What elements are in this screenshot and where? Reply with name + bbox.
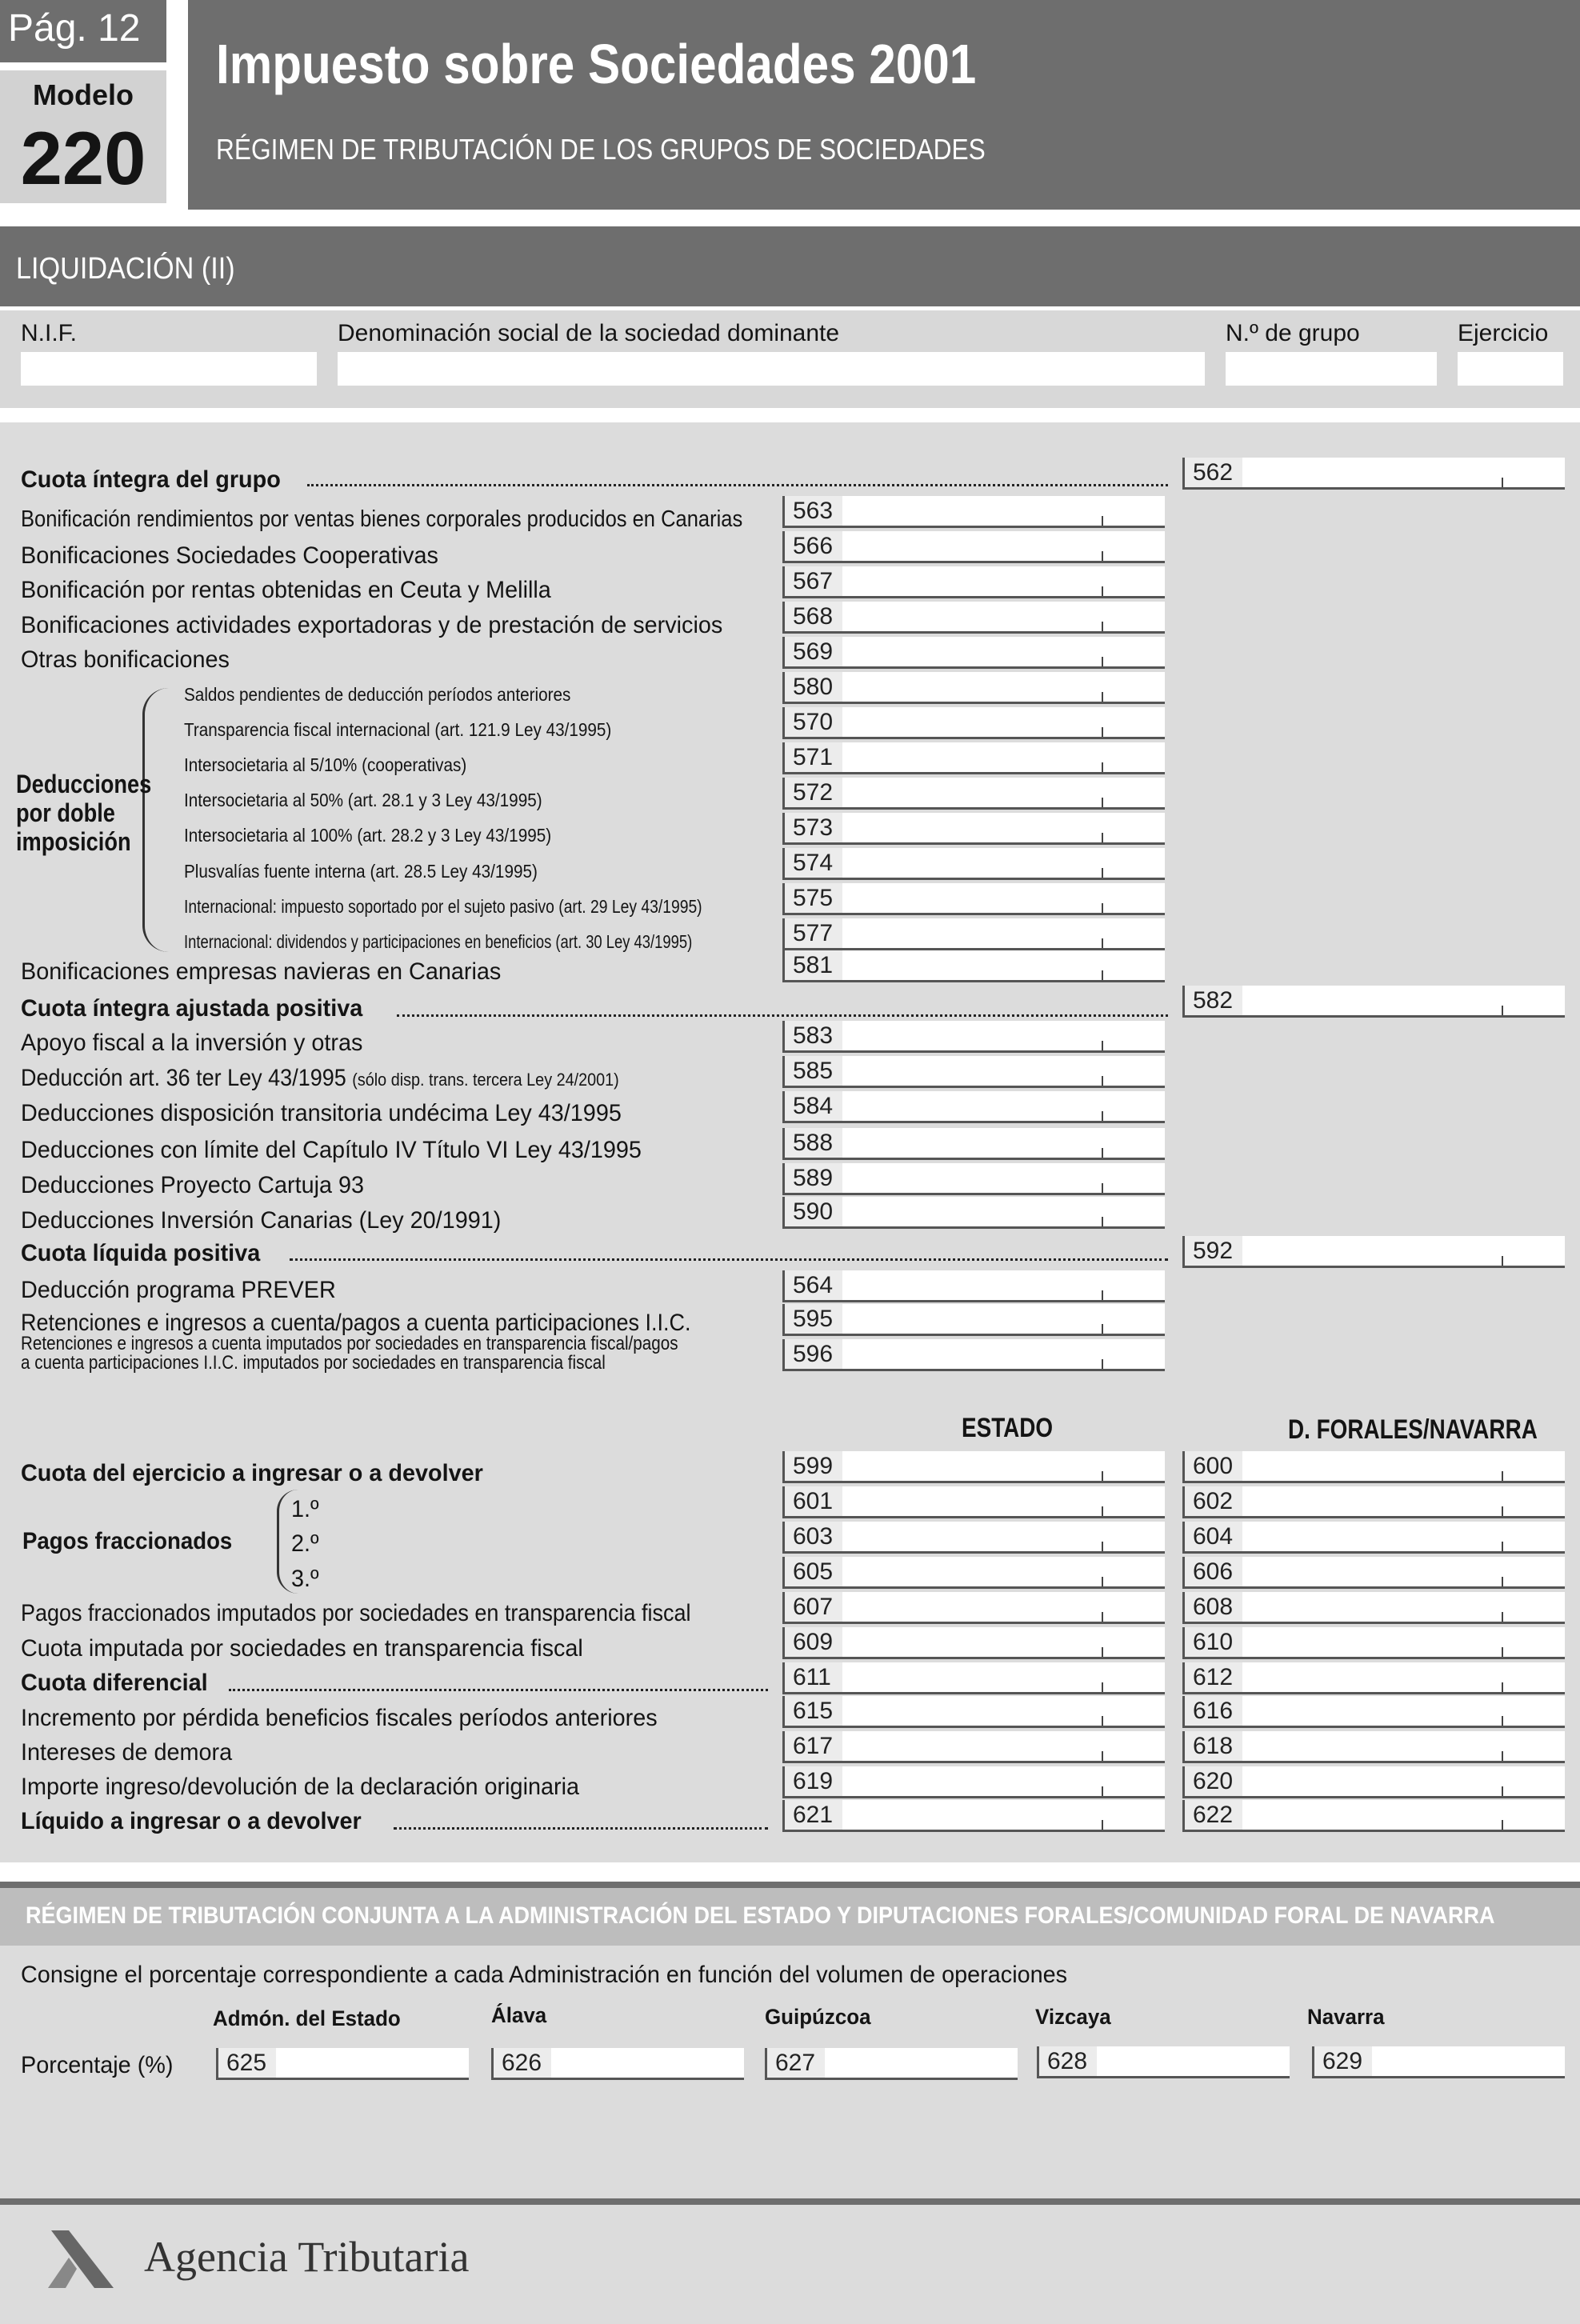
box-code: 564 [785,1270,842,1300]
decimal-tick [1502,1256,1503,1266]
line-589-label: Deducciones Proyecto Cartuja 93 [21,1172,365,1198]
decimal-tick [1502,1542,1503,1551]
line-585-note: (sólo disp. trans. tercera Ley 24/2001) [352,1070,619,1090]
decimal-tick [1102,1647,1103,1657]
box-code: 599 [785,1451,842,1481]
form-subtitle: RÉGIMEN DE TRIBUTACIÓN DE LOS GRUPOS DE SOCIEDADES [216,133,986,166]
leader-dots [394,1827,768,1830]
field-564[interactable] [782,1270,1165,1302]
field-575[interactable] [782,883,1165,915]
box-code: 609 [785,1627,842,1657]
decimal-tick [1102,1471,1103,1481]
row-6-label: Cuota imputada por sociedades en transparencia fiscal [21,1635,583,1662]
grupo-label: N.º de grupo [1226,320,1360,346]
field-605[interactable] [782,1557,1165,1589]
field-625[interactable] [216,2048,469,2080]
field-583[interactable] [782,1021,1165,1053]
agency-logo-icon [45,2230,117,2294]
box-code: 582 [1185,986,1242,1015]
field-617[interactable] [782,1731,1165,1763]
field-577[interactable] [782,918,1165,950]
field-599[interactable] [782,1451,1165,1483]
ejercicio-label: Ejercicio [1458,320,1549,346]
decimal-tick [1102,1820,1103,1830]
box-code: 606 [1185,1557,1242,1586]
line-567-label: Bonificación por rentas obtenidas en Ceuta y Melilla [21,577,551,603]
decimal-tick [1102,622,1103,631]
page-number: Pág. 12 [8,7,141,50]
field-621[interactable] [782,1800,1165,1832]
decimal-tick [1102,657,1103,666]
decimal-tick [1102,1076,1103,1086]
admin-navarra-label: Navarra [1307,2005,1385,2029]
decimal-tick [1502,1006,1503,1015]
box-code: 602 [1185,1486,1242,1516]
decimal-tick [1102,1041,1103,1050]
field-584[interactable] [782,1091,1165,1123]
box-code: 601 [785,1486,842,1516]
decimal-tick [1102,1217,1103,1226]
decimal-tick [1102,1612,1103,1622]
box-code: 629 [1314,2046,1372,2076]
decimal-tick [1502,1716,1503,1726]
row-8-label: Incremento por pérdida beneficios fiscales períodos anteriores [21,1705,658,1731]
modelo-label: Modelo [33,78,134,111]
box-code: 575 [785,883,842,913]
box-code: 607 [785,1592,842,1622]
box-code: 592 [1185,1236,1242,1266]
field-627[interactable] [765,2048,1018,2080]
line-585-label [21,1065,619,1094]
decimal-tick [1102,727,1103,737]
line-571-label: Intersocietaria al 5/10% (cooperativas) [184,754,467,775]
field-603[interactable] [782,1522,1165,1554]
box-code: 622 [1185,1800,1242,1830]
grupo-field[interactable] [1226,352,1437,386]
field-595[interactable] [782,1304,1165,1336]
decimal-tick [1102,1148,1103,1158]
decimal-tick [1102,586,1103,596]
line-584-label: Deducciones disposición transitoria undécima Ley 43/1995 [21,1100,622,1126]
row-7-label: Cuota diferencial [21,1670,208,1696]
line-581-label: Bonificaciones empresas navieras en Canarias [21,958,502,985]
line-596-label-2: a cuenta participaciones I.I.C. imputados por sociedades en transparencia fiscal [21,1352,606,1374]
decimal-tick [1502,1751,1503,1761]
row-1-label: Cuota del ejercicio a ingresar o a devolver [21,1460,483,1486]
field-571[interactable] [782,742,1165,774]
box-code: 595 [785,1304,842,1334]
box-code: 616 [1185,1696,1242,1726]
box-code: 580 [785,672,842,702]
field-585[interactable] [782,1056,1165,1088]
field-572[interactable] [782,778,1165,810]
box-code: 604 [1185,1522,1242,1551]
decimal-tick [1102,1542,1103,1551]
box-code: 600 [1185,1451,1242,1481]
decimal-tick [1102,1359,1103,1369]
box-code: 583 [785,1021,842,1050]
field-589[interactable] [782,1163,1165,1195]
regime-title: RÉGIMEN DE TRIBUTACIÓN CONJUNTA A LA ADMINISTRACIÓN DEL ESTADO Y DIPUTACIONES FORALES/COMUNIDAD FORAL DE NAVARRA [26,1902,1495,1929]
field-618[interactable] [1182,1731,1565,1763]
box-code: 566 [785,531,842,561]
field-570[interactable] [782,707,1165,739]
divider [0,2198,1580,2205]
divider [0,1882,1580,1888]
decimal-tick [1502,1471,1503,1481]
line-574-label: Plusvalías fuente interna (art. 28.5 Ley 43/1995) [184,861,538,882]
row-10-label: Importe ingreso/devolución de la declaración originaria [21,1774,580,1800]
box-code: 620 [1185,1766,1242,1796]
line-577-label: Internacional: dividendos y participaciones en beneficios (art. 30 Ley 43/1995) [184,931,693,952]
decimal-tick [1102,1577,1103,1586]
line-563-label: Bonificación rendimientos por ventas bienes corporales producidos en Canarias [21,506,743,532]
field-607[interactable] [782,1592,1165,1624]
box-code: 569 [785,637,842,666]
box-code: 570 [785,707,842,737]
box-code: 596 [785,1339,842,1369]
field-562[interactable] [1182,458,1565,490]
box-code: 608 [1185,1592,1242,1622]
box-code: 562 [1185,458,1242,487]
box-code: 617 [785,1731,842,1761]
field-619[interactable] [782,1766,1165,1798]
field-590[interactable] [782,1197,1165,1229]
decimal-tick [1102,1506,1103,1516]
field-604[interactable] [1182,1522,1565,1554]
line-575-label: Internacional: impuesto soportado por el sujeto pasivo (art. 29 Ley 43/1995) [184,896,702,917]
field-581[interactable] [782,950,1165,982]
box-code: 618 [1185,1731,1242,1761]
box-code: 585 [785,1056,842,1086]
leader-dots [229,1689,768,1691]
line-572-label: Intersocietaria al 50% (art. 28.1 y 3 Ley 43/1995) [184,790,542,810]
line-568-label: Bonificaciones actividades exportadoras y de prestación de servicios [21,612,723,638]
line-583-label: Apoyo fiscal a la inversión y otras [21,1030,363,1056]
line-562-label: Cuota íntegra del grupo [21,466,281,493]
line-570-label: Transparencia fiscal internacional (art. 121.9 Ley 43/1995) [184,719,612,740]
row-4-label: 3.º [291,1566,319,1592]
box-code: 563 [785,496,842,526]
field-628[interactable] [1037,2046,1290,2078]
box-code: 571 [785,742,842,772]
line-580-label: Saldos pendientes de deducción períodos anteriores [184,684,571,705]
denominacion-field[interactable] [338,352,1205,386]
admin-guipuzcoa-label: Guipúzcoa [765,2005,871,2029]
row-5-label: Pagos fraccionados imputados por sociedades en transparencia fiscal [21,1600,691,1626]
field-588[interactable] [782,1128,1165,1160]
decimal-tick [1102,903,1103,913]
box-code: 567 [785,566,842,596]
decimal-tick [1102,1183,1103,1193]
box-code: 615 [785,1696,842,1726]
field-596[interactable] [782,1339,1165,1371]
box-code: 625 [218,2048,276,2078]
deducciones-title-3: imposición [16,827,131,856]
line-588-label: Deducciones con límite del Capítulo IV Título VI Ley 43/1995 [21,1137,642,1163]
regime-instruction: Consigne el porcentaje correspondiente a cada Administración en función del volumen de operaciones [21,1962,1068,1988]
pagos-fraccionados-label: Pagos fraccionados [22,1528,233,1554]
box-code: 610 [1185,1627,1242,1657]
row-11-label: Líquido a ingresar o a devolver [21,1808,362,1834]
decimal-tick [1102,1324,1103,1334]
column-estado: ESTADO [962,1413,1054,1443]
box-code: 572 [785,778,842,807]
leader-dots [290,1258,1168,1261]
box-code: 628 [1039,2046,1097,2076]
box-code: 584 [785,1091,842,1121]
line-585-text: Deducción art. 36 ter Ley 43/1995 [21,1065,346,1091]
field-574[interactable] [782,848,1165,880]
field-582[interactable] [1182,986,1565,1018]
decimal-tick [1102,692,1103,702]
box-code: 589 [785,1163,842,1193]
porcentaje-label: Porcentaje (%) [21,2052,174,2078]
form-title: Impuesto sobre Sociedades 2001 [216,33,977,95]
field-626[interactable] [491,2048,744,2080]
field-566[interactable] [782,531,1165,563]
decimal-tick [1502,1786,1503,1796]
box-code: 619 [785,1766,842,1796]
decimal-tick [1102,1716,1103,1726]
box-code: 603 [785,1522,842,1551]
denominacion-label: Denominación social de la sociedad dominante [338,320,840,346]
field-567[interactable] [782,566,1165,598]
line-582-label: Cuota íntegra ajustada positiva [21,995,363,1022]
box-code: 612 [1185,1662,1242,1692]
box-code: 621 [785,1800,842,1830]
field-601[interactable] [782,1486,1165,1518]
decimal-tick [1502,478,1503,487]
box-code: 605 [785,1557,842,1586]
line-573-label: Intersocietaria al 100% (art. 28.2 y 3 Ley 43/1995) [184,825,552,846]
decimal-tick [1102,1751,1103,1761]
decimal-tick [1102,762,1103,772]
modelo-number: 220 [20,116,146,200]
row-9-label: Intereses de demora [21,1739,233,1766]
decimal-tick [1102,833,1103,842]
field-615[interactable] [782,1696,1165,1728]
decimal-tick [1102,798,1103,807]
box-code: 626 [494,2048,551,2078]
box-code: 577 [785,918,842,948]
decimal-tick [1102,1786,1103,1796]
decimal-tick [1102,970,1103,980]
brace [142,688,169,952]
decimal-tick [1502,1577,1503,1586]
decimal-tick [1502,1820,1503,1830]
field-616[interactable] [1182,1696,1565,1728]
admin-vizcaya-label: Vizcaya [1035,2005,1111,2029]
line-569-label: Otras bonificaciones [21,646,230,673]
decimal-tick [1102,1682,1103,1692]
field-600[interactable] [1182,1451,1565,1483]
box-code: 590 [785,1197,842,1226]
line-595-label: Retenciones e ingresos a cuenta/pagos a cuenta participaciones I.I.C. [21,1310,691,1336]
section-title: LIQUIDACIÓN (II) [16,252,235,286]
decimal-tick [1502,1682,1503,1692]
decimal-tick [1102,516,1103,526]
line-592-label: Cuota líquida positiva [21,1240,261,1266]
deducciones-title-1: Deducciones [16,770,152,798]
deducciones-title-2: por doble [16,798,115,827]
box-code: 568 [785,602,842,631]
decimal-tick [1102,551,1103,561]
field-609[interactable] [782,1627,1165,1659]
field-606[interactable] [1182,1557,1565,1589]
agency-name: Agencia Tributaria [144,2233,470,2281]
field-608[interactable] [1182,1592,1565,1624]
row-3-label: 2.º [291,1530,319,1557]
leader-dots [307,484,1168,486]
decimal-tick [1502,1647,1503,1657]
line-596-label-1: Retenciones e ingresos a cuenta imputados por sociedades en transparencia fiscal/pagos [21,1333,678,1354]
decimal-tick [1102,868,1103,878]
field-629[interactable] [1312,2046,1565,2078]
admin-estado-label: Admón. del Estado [213,2006,401,2030]
leader-dots [397,1014,1168,1017]
field-610[interactable] [1182,1627,1565,1659]
field-592[interactable] [1182,1236,1565,1268]
nif-field[interactable] [21,352,317,386]
field-573[interactable] [782,813,1165,845]
line-590-label: Deducciones Inversión Canarias (Ley 20/1991) [21,1207,502,1234]
box-code: 573 [785,813,842,842]
field-622[interactable] [1182,1800,1565,1832]
row-2-label: 1.º [291,1496,319,1522]
box-code: 611 [785,1662,842,1692]
nif-label: N.I.F. [21,320,78,346]
box-code: 627 [767,2048,825,2078]
ejercicio-field[interactable] [1458,352,1563,386]
field-569[interactable] [782,637,1165,669]
field-620[interactable] [1182,1766,1565,1798]
decimal-tick [1502,1506,1503,1516]
box-code: 588 [785,1128,842,1158]
section-band [0,226,1580,306]
box-code: 574 [785,848,842,878]
decimal-tick [1102,1290,1103,1300]
field-568[interactable] [782,602,1165,634]
line-566-label: Bonificaciones Sociedades Cooperativas [21,542,438,569]
field-580[interactable] [782,672,1165,704]
decimal-tick [1102,938,1103,948]
box-code: 581 [785,950,842,980]
field-611[interactable] [782,1662,1165,1694]
field-612[interactable] [1182,1662,1565,1694]
decimal-tick [1502,1612,1503,1622]
field-602[interactable] [1182,1486,1565,1518]
line-564-label: Deducción programa PREVER [21,1277,336,1303]
field-563[interactable] [782,496,1165,528]
decimal-tick [1102,1111,1103,1121]
column-forales: D. FORALES/NAVARRA [1288,1414,1538,1445]
admin-alava-label: Álava [491,2003,547,2027]
